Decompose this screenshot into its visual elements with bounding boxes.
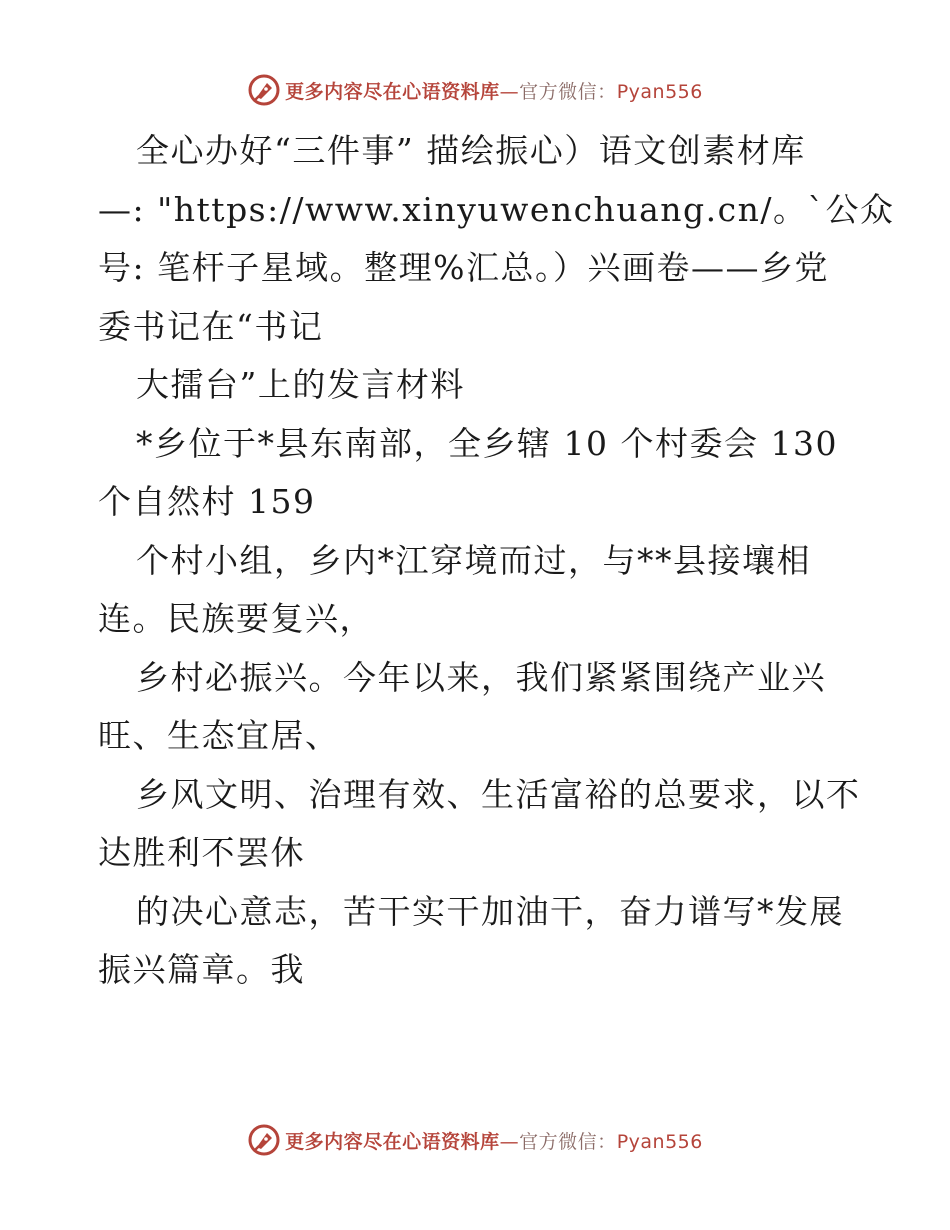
text-line: 个自然村 159	[98, 482, 316, 521]
watermark-row	[247, 73, 703, 107]
document-body	[98, 122, 895, 1000]
watermark-main-text: 更多内容尽在心语资料库	[285, 1130, 500, 1153]
text-line: 连。民族要复兴，	[98, 599, 374, 638]
watermark-text	[285, 77, 703, 104]
header-watermark	[0, 70, 950, 110]
text-line: —: "https://www.xinyuwenchuang.cn/。`公众	[98, 189, 895, 229]
text-line: 乡风文明、治理有效、生活富裕的总要求，以不	[136, 774, 861, 814]
text-line: 振兴篇章。我	[98, 950, 305, 989]
text-line: 旺、生态宜居、	[98, 716, 340, 755]
text-line: 的决心意志，苦干实干加油干，奋力谱写*发展	[136, 891, 844, 931]
text-line: 乡村必振兴。今年以来，我们紧紧围绕产业兴	[136, 657, 826, 697]
text-line: 全心办好“三件事” 描绘振心）语文创素材库	[136, 131, 806, 170]
text-line: 大擂台”上的发言材料	[136, 365, 465, 404]
watermark-row	[247, 1123, 703, 1157]
pen-nib-circle-icon	[247, 1123, 281, 1157]
watermark-dash: —	[499, 1130, 520, 1153]
text-line: 委书记在“书记	[98, 306, 324, 346]
watermark-handle: Pyan556	[616, 1130, 703, 1153]
text-line: *乡位于*县东南部，全乡辖 10 个村委会 130	[136, 423, 838, 463]
footer-watermark	[0, 1120, 950, 1160]
watermark-label: 官方微信：	[519, 80, 617, 103]
watermark-text	[285, 1127, 703, 1154]
watermark-dash: —	[499, 80, 520, 103]
text-line: 号: 笔杆子星域。整理%汇总。）兴画卷——乡党	[98, 248, 829, 287]
watermark-label: 官方微信：	[519, 1130, 617, 1153]
watermark-main-text: 更多内容尽在心语资料库	[285, 80, 500, 103]
text-line: 个村小组，乡内*江穿境而过，与**县接壤相	[136, 540, 811, 580]
watermark-handle: Pyan556	[616, 80, 703, 103]
pen-nib-circle-icon	[247, 73, 281, 107]
text-line: 达胜利不罢休	[98, 833, 305, 872]
